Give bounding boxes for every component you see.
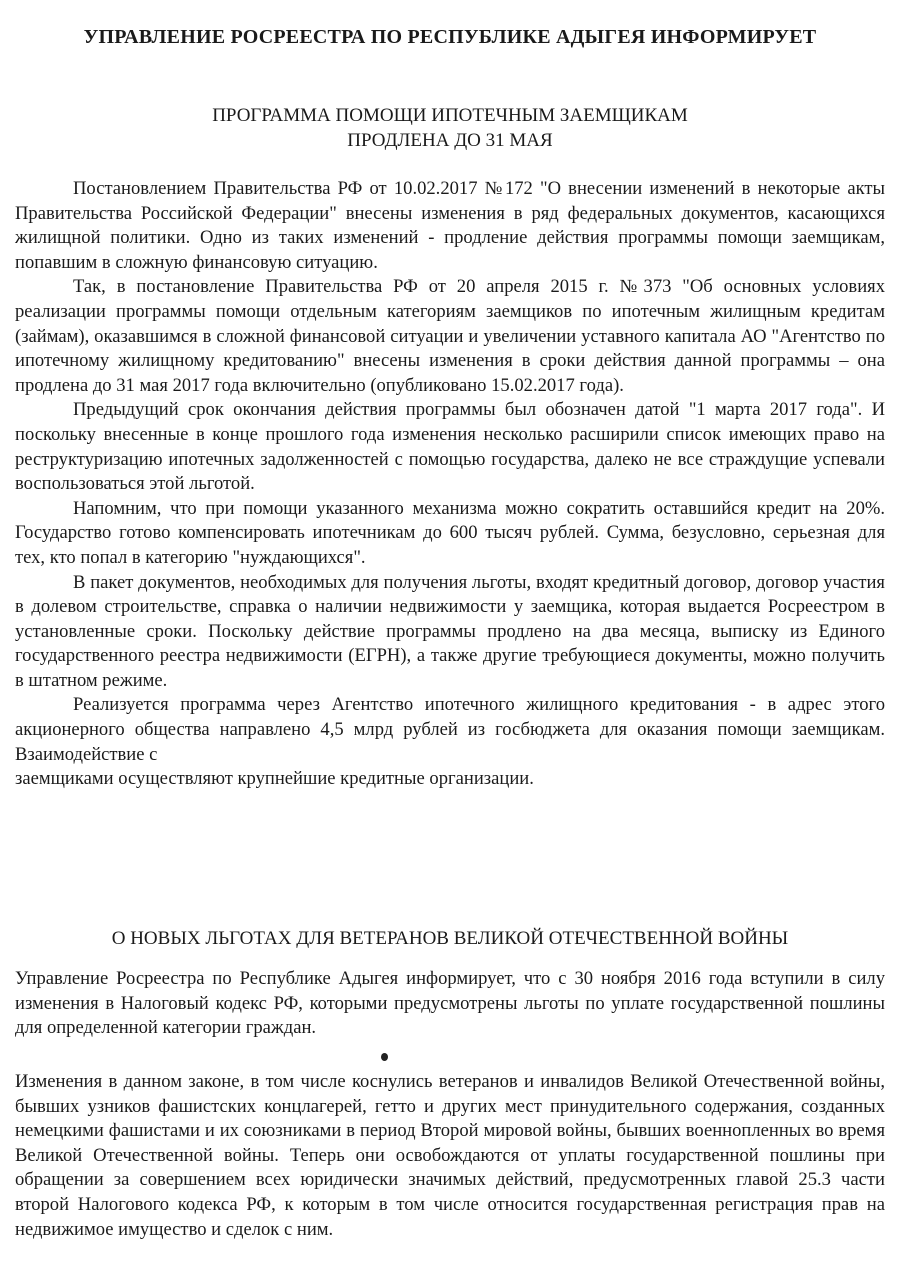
ink-speck — [381, 1053, 388, 1061]
article1-paragraph-2: Так, в постановление Правительства РФ от 20 апреля 2015 г. №373 "Об основных условиях реализации программы помощи отдельным категориям заемщиков по ипотечным жилищным кредитам (займам), оказавшимся в сложной финансовой ситуации и увеличении уставного капитала АО "Агентство по ипотечному жилищному кредитованию" внесены изменения в сроки действия данной программы – она продлена до 31 мая 2017 года включительно (опубликовано 15.02.2017 года). — [15, 276, 885, 396]
page-header: УПРАВЛЕНИЕ РОСРЕЕСТРА ПО РЕСПУБЛИКЕ АДЫГЕЯ ИНФОРМИРУЕТ — [83, 26, 817, 48]
article1-tail: заемщиками осуществляют крупнейшие кредитные организации. — [15, 768, 534, 790]
article2-body-1 — [15, 967, 885, 1041]
article2-paragraph-2: Изменения в данном законе, в том числе коснулись ветеранов и инвалидов Великой Отечественной войны, бывших узников фашистских концлагерей, гетто и других мест принудительного содержания, созданных немецкими фашистами и их союзниками в период Второй мировой войны, бывших военнопленных во время Великой Отечественной войны. Теперь они освобождаются от уплаты государственной пошлины при обращении за совершением всех юридически значимых действий, предусмотренных главой 25.3 части второй Налогового кодекса РФ, к которым в том числе относится государственная регистрация прав на недвижимое имущество и сделок с ним. — [15, 1071, 885, 1240]
article1-body — [15, 177, 885, 792]
article2-title: О НОВЫХ ЛЬГОТАХ ДЛЯ ВЕТЕРАНОВ ВЕЛИКОЙ ОТЕЧЕСТВЕННОЙ ВОЙНЫ — [111, 928, 789, 949]
article1-title — [0, 103, 900, 153]
article1-paragraph-5: В пакет документов, необходимых для получения льготы, входят кредитный договор, договор участия в долевом строительстве, справка о наличии недвижимости у заемщика, которая выдается Росреестром в установленные сроки. Поскольку действие программы продлено на два месяца, выписку из Единого государственного реестра недвижимости (ЕГРН), а также другие требующиеся документы, можно получить в штатном режиме. — [15, 571, 885, 691]
article1-paragraph-4: Напомним, что при помощи указанного механизма можно сократить оставшийся кредит на 20%. Государство готово компенсировать ипотечникам до 600 тысяч рублей. Сумма, безусловно, серьезная для тех, кто попал в категорию "нуждающихся". — [15, 497, 885, 568]
article1-paragraph-3: Предыдущий срок окончания действия программы был обозначен датой "1 марта 2017 года". И поскольку внесенные в конце прошлого года изменения несколько расширили список имеющих право на реструктуризацию ипотечных задолженностей с помощью государства, далеко не все страждущие успевали воспользоваться этой льготой. — [15, 399, 885, 495]
article2-paragraph-1: Управление Росреестра по Республике Адыгея информирует, что с 30 ноября 2016 года вступили в силу изменения в Налоговый кодекс РФ, которыми предусмотрены льготы по уплате государственной пошлины для определенной категории граждан. — [15, 968, 885, 1039]
article1-paragraph-1: Постановлением Правительства РФ от 10.02.2017 №172 "О внесении изменений в некоторые акты Правительства Российской Федерации" внесены изменения в ряд федеральных документов, касающихся жилищной политики. Одно из таких изменений - продление действия программы помощи заемщикам, попавшим в сложную финансовую ситуацию. — [15, 178, 885, 273]
article1-paragraph-6: Реализуется программа через Агентство ипотечного жилищного кредитования - в адрес этого акционерного общества направлено 4,5 млрд рублей из госбюджета для оказания помощи заемщикам. Взаимодействие с — [15, 694, 885, 765]
article2-body-2 — [15, 1070, 885, 1242]
article1-title-line2: ПРОДЛЕНА ДО 31 МАЯ — [347, 130, 553, 151]
article1-title-line1: ПРОГРАММА ПОМОЩИ ИПОТЕЧНЫМ ЗАЕМЩИКАМ — [212, 105, 688, 126]
